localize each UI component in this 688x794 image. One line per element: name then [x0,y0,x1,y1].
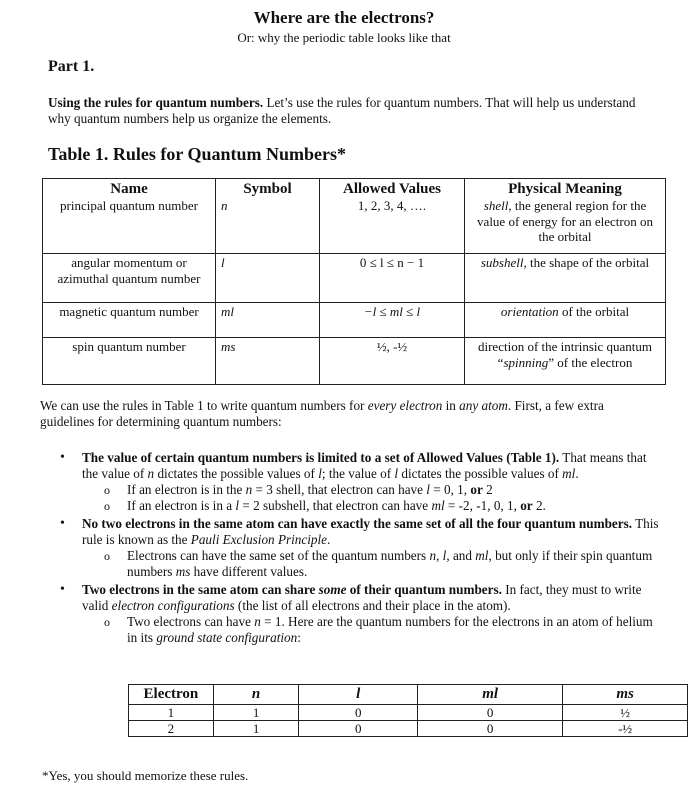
col-header-symbol: Symbol [216,179,320,198]
sub-list [82,614,660,646]
cell-electron: 2 [129,721,214,737]
table-row [43,197,666,254]
meaning-text: , the shape of the orbital [523,255,650,270]
symbol-l: l [442,548,447,563]
cell-ms: -½ [563,721,688,737]
sub-text: : [297,630,301,645]
page-subtitle: Or: why the periodic table looks like that [237,30,451,45]
sub-text: , and [446,548,476,563]
cell-allowed: 1, 2, 3, 4, …. [320,197,465,254]
cell-l: 0 [299,721,418,737]
sub-text: Two electrons can have [127,614,255,629]
intro-bold: Using the rules for quantum numbers. [48,95,264,110]
symbol-n: n [429,548,437,563]
sub-text: = 2 subshell, that electron can have [239,498,432,513]
bullet-bold: of their quantum numbers. [346,582,502,597]
cell-l: 0 [299,705,418,721]
header-symbol: ml [482,686,499,702]
bullet-text: . [575,466,579,481]
col-header-ms [563,685,688,705]
header-symbol: n [251,686,261,702]
list-item [60,582,660,646]
table-row [129,721,688,737]
para-text: in [442,398,460,413]
bullet-em: Pauli Exclusion Principle [190,532,328,547]
cell-allowed: −l ≤ ml ≤ l [320,303,465,338]
sub-text: , but only if their spin quantum numbers [127,548,653,579]
para-text: . First, a few extra guidelines for determining quantum numbers: [40,398,604,429]
cell-ml: 0 [418,721,563,737]
cell-electron: 1 [129,705,214,721]
cell-symbol: l [216,254,320,303]
bullet-text: (the list of all electrons and their place in the atom). [234,598,511,613]
cell-meaning [465,303,666,338]
bullet-text: That means that the value of [82,450,647,481]
meaning-text: , the general region for the value of energy for an electron on the orbital [477,198,653,244]
symbol-ml: ml [475,548,489,563]
sub-list-item [82,498,660,514]
guidelines-paragraph [40,398,660,430]
table-header-row [43,179,666,198]
bullet-text: In fact, they must to write valid [82,582,642,613]
header-symbol: ms [616,686,634,702]
cell-meaning [465,338,666,385]
header-symbol: l [356,686,361,702]
col-header-meaning: Physical Meaning [465,179,666,198]
sub-em: ground state configuration [156,630,298,645]
meaning-text: of the orbital [558,304,630,319]
list-item [60,450,660,514]
symbol-n: n [147,466,155,481]
cell-meaning [465,254,666,303]
col-header-n [213,685,299,705]
bullet-text: dictates the possible values of [154,466,319,481]
table-row [43,303,666,338]
cell-name: spin quantum number [43,338,216,385]
sub-text: 2 [482,482,493,497]
col-header-l [299,685,418,705]
cell-n: 1 [213,721,299,737]
symbol-l: l [235,498,240,513]
sub-text: have different values. [190,564,308,579]
col-header-allowed: Allowed Values [320,179,465,198]
cell-allowed: ½, -½ [320,338,465,385]
sub-text: If an electron is in the [127,482,246,497]
intro-paragraph [48,95,648,127]
symbol-n: n [245,482,253,497]
cell-symbol: n [216,197,320,254]
cell-symbol: ms [216,338,320,385]
table1-title: Table 1. Rules for Quantum Numbers* [48,144,347,164]
table-row [129,705,688,721]
cell-ms: ½ [563,705,688,721]
sub-list-item [82,482,660,498]
bullet-bold: Two electrons in the same atom can share [82,582,319,597]
cell-allowed: 0 ≤ l ≤ n − 1 [320,254,465,303]
para-em: every electron [367,398,443,413]
bullet-em: electron configurations [111,598,235,613]
sub-text: Electrons can have the same set of the quantum numbers [127,548,430,563]
sub-bold: or [520,498,533,513]
symbol-l: l [318,466,322,481]
para-text: We can use the rules in Table 1 to write quantum numbers for [40,398,368,413]
col-header-ml [418,685,563,705]
sub-text: = 3 shell, that electron can have [252,482,427,497]
symbol-n: n [254,614,261,629]
cell-n: 1 [213,705,299,721]
cell-name: angular momentum or azimuthal quantum number [43,254,216,303]
sub-list-item [82,614,660,646]
sub-list [82,548,660,580]
intro-text: Let’s use the rules for quantum numbers. That will help us understand why quantum numbers help us organize the elements. [48,95,636,126]
cell-symbol: ml [216,303,320,338]
footnote: *Yes, you should memorize these rules. [42,768,249,783]
para-em: any atom [459,398,508,413]
col-header-name: Name [43,179,216,198]
meaning-em: subshell [480,255,524,270]
sub-text: = 0, 1, [429,482,471,497]
bullet-text: ; the value of [321,466,395,481]
cell-name: magnetic quantum number [43,303,216,338]
symbol-ml: ml [431,498,445,513]
cell-ml: 0 [418,705,563,721]
bullet-bold: The value of certain quantum numbers is limited to a set of Allowed Values (Table 1). [82,450,560,465]
sub-list-item: o Electrons can have the same set of the quantum numbers n, l, and ml, but only if their spin quantum numbers ms have different values. [82,548,660,580]
table-header-row [129,685,688,705]
sub-list [82,482,660,514]
bullet-text: . [327,532,331,547]
table-row [43,254,666,303]
sub-bold: or [470,482,483,497]
cell-meaning [465,197,666,254]
bullet-text: This rule is known as the [82,516,659,547]
meaning-pre: direction of the intrinsic quantum “ [477,339,652,370]
list-item [60,516,660,580]
bullet-bold: No two electrons in the same atom can have exactly the same set of all the four quantum numbers. [82,516,633,531]
table-row [43,338,666,385]
symbol-ms: ms [175,564,191,579]
bullet-text: dictates the possible values of [398,466,563,481]
sub-text: 2. [532,498,546,513]
bullet-bold-em: some [318,582,347,597]
symbol-l: l [426,482,430,497]
symbol-l: l [394,466,399,481]
meaning-em: spinning [503,354,549,370]
cell-name: principal quantum number [43,197,216,254]
helium-table [128,684,688,737]
sub-text: = -2, -1, 0, 1, [444,498,521,513]
symbol-ml: ml [562,466,576,481]
meaning-em: shell [483,198,509,213]
meaning-text: ” of the electron [548,354,633,370]
meaning-em: orientation [500,304,559,319]
sub-text: If an electron is in a [127,498,236,513]
guideline-list [60,450,660,648]
sub-text: = 1. Here are the quantum numbers for the electrons in an atom of helium in its [127,614,653,645]
part-heading: Part 1. [48,58,95,75]
page-title: Where are the electrons? [253,8,435,27]
col-header-electron: Electron [129,685,214,705]
quantum-rules-table [42,178,666,385]
